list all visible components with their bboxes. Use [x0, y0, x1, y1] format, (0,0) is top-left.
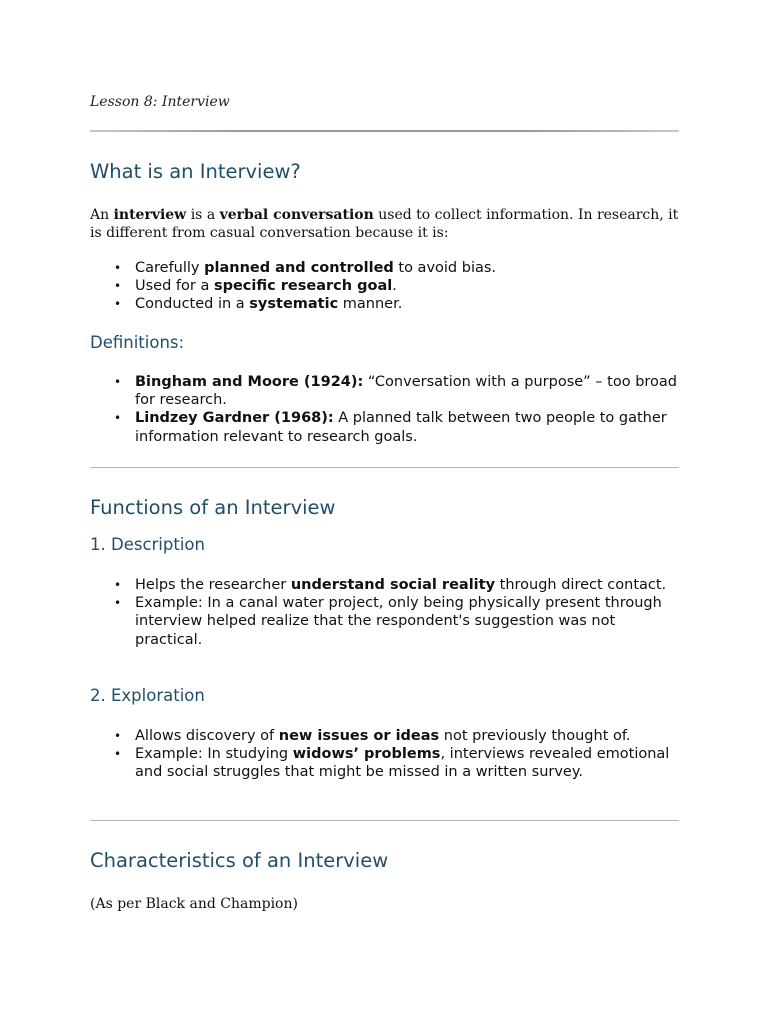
characteristics-note-block	[90, 895, 679, 913]
exploration-heading-block	[90, 685, 679, 707]
list-item: • Conducted in a systematic manner.	[135, 295, 679, 313]
bold-term: interview	[113, 207, 187, 223]
list-item: • Used for a specific research goal.	[135, 277, 679, 295]
definitions-list	[90, 373, 679, 446]
section-what-is-interview	[90, 160, 679, 184]
definitions-heading-block	[90, 332, 679, 354]
definitions-list-block	[90, 373, 679, 446]
list-item: • Allows discovery of new issues or ideas not previously thought of.	[135, 727, 679, 745]
intro-paragraph-block	[90, 206, 679, 242]
exploration-list-block	[90, 727, 679, 782]
header-divider	[90, 130, 679, 132]
subsection-heading: 1. Description	[90, 535, 205, 554]
section-title: Functions of an Interview	[90, 496, 336, 519]
section-divider	[90, 467, 679, 468]
subsection-heading: 2. Exploration	[90, 686, 205, 705]
bold-term: verbal conversation	[219, 207, 374, 223]
description-list	[90, 576, 679, 649]
interview-traits-list	[90, 259, 679, 314]
page-header: Lesson 8: Interview	[90, 94, 230, 110]
exploration-list	[90, 727, 679, 782]
section-divider	[90, 820, 679, 821]
interview-traits-list-block	[90, 259, 679, 314]
section-title: What is an Interview?	[90, 160, 301, 183]
definitions-heading: Definitions:	[90, 333, 185, 352]
description-list-block	[90, 576, 679, 649]
list-item: • Example: In a canal water project, only being physically present through interview helped realize that the respondent's suggestion was not practical.	[135, 594, 679, 649]
section-functions	[90, 496, 679, 520]
list-item: • Bingham and Moore (1924): “Conversation with a purpose” – too broad for research.	[135, 373, 679, 409]
list-item: • Example: In studying widows’ problems, interviews revealed emotional and social struggles that might be missed in a written survey.	[135, 745, 679, 781]
intro-paragraph: An interview is a verbal conversation used to collect information. In research, it is different from casual conversation because it is:	[90, 207, 679, 241]
section-characteristics	[90, 849, 679, 873]
section-title: Characteristics of an Interview	[90, 849, 389, 872]
description-heading-block	[90, 534, 679, 556]
list-item: • Lindzey Gardner (1968): A planned talk between two people to gather information relevant to research goals.	[135, 409, 679, 445]
list-item: • Carefully planned and controlled to avoid bias.	[135, 259, 679, 277]
list-item: • Helps the researcher understand social reality through direct contact.	[135, 576, 679, 594]
source-note: (As per Black and Champion)	[90, 896, 298, 912]
